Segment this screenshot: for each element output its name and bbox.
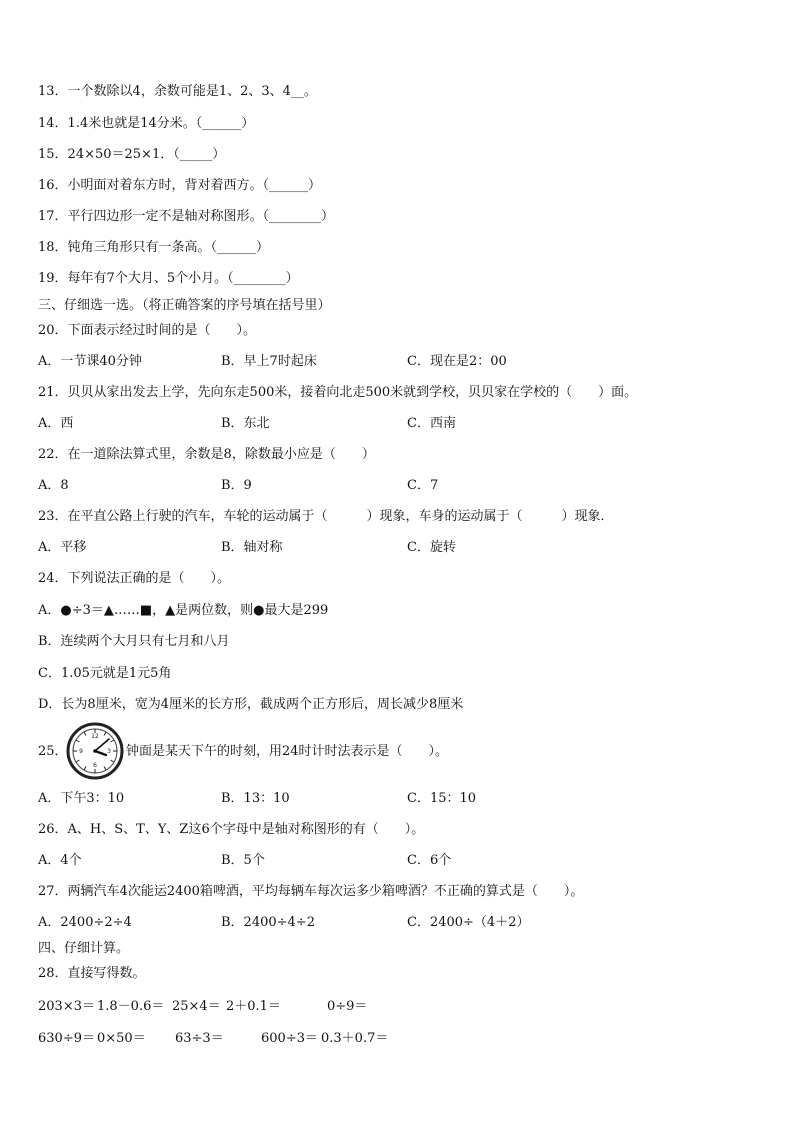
option-c: C．现在是2：00 <box>407 354 507 369</box>
question-25-number: 25． <box>38 744 68 759</box>
option-a: A．西 <box>38 416 74 431</box>
calc-item: 630÷9＝ <box>38 1031 95 1046</box>
option-a: A．8 <box>38 478 69 493</box>
option-b: B．5个 <box>221 853 265 868</box>
question-14: 14．1.4米也就是14分米。（______） <box>38 116 255 131</box>
section-3-heading: 三、仔细选一选。（将正确答案的序号填在括号里） <box>38 298 331 313</box>
calc-item: 63÷3＝ <box>175 1031 224 1046</box>
calc-item: 25×4＝ <box>172 999 221 1014</box>
calc-item: 600÷3＝ <box>261 1031 318 1046</box>
question-24-option-b: B．连续两个大月只有七月和八月 <box>38 634 230 649</box>
section-4-heading: 四、仔细计算。 <box>38 941 130 956</box>
option-a: A．一节课40分钟 <box>38 354 142 369</box>
option-a: A．下午3：10 <box>38 791 125 806</box>
question-24: 24．下列说法正确的是（ ）。 <box>38 571 231 586</box>
option-c: C．6个 <box>407 853 452 868</box>
calc-item: 0.3＋0.7＝ <box>321 1031 389 1046</box>
question-24-option-a: A．●÷3＝▲……■，▲是两位数，则●最大是299 <box>38 603 329 618</box>
option-b: B．2400÷4÷2 <box>221 915 315 930</box>
option-b: B．东北 <box>221 416 270 431</box>
question-13: 13．一个数除以4，余数可能是1、2、3、4__。 <box>38 84 317 99</box>
question-19: 19．每年有7个大月、5个小月。（________） <box>38 271 299 286</box>
question-16: 16．小明面对着东方时，背对着西方。（______） <box>38 178 322 193</box>
option-c: C．2400÷（4＋2） <box>407 915 530 930</box>
option-a: A．4个 <box>38 853 82 868</box>
calc-item: 1.8－0.6＝ <box>97 999 165 1014</box>
question-27: 27．两辆汽车4次能运2400箱啤酒，平均每辆车每次运多少箱啤酒？不正确的算式是（ ）。 <box>38 884 584 899</box>
svg-text:3: 3 <box>107 748 111 755</box>
option-b: B．轴对称 <box>221 540 283 555</box>
option-b: B．早上7时起床 <box>221 354 317 369</box>
svg-text:6: 6 <box>93 762 97 769</box>
question-22: 22．在一道除法算式里，余数是8，除数最小应是（ ） <box>38 447 375 462</box>
option-c: C．旋转 <box>407 540 456 555</box>
option-b: B．9 <box>221 478 252 493</box>
option-a: A．平移 <box>38 540 87 555</box>
question-17: 17．平行四边形一定不是轴对称图形。（________） <box>38 209 335 224</box>
question-20: 20．下面表示经过时间的是（ ）。 <box>38 323 257 338</box>
question-26: 26．A、H、S、T、Y、Z这6个字母中是轴对称图形的有（ ）。 <box>38 822 425 837</box>
svg-text:12: 12 <box>91 733 99 740</box>
clock-icon <box>66 722 124 780</box>
option-c: C．7 <box>407 478 439 493</box>
question-25: 钟面是某天下午的时刻，用24时计时法表示是（ ）。 <box>126 744 449 759</box>
question-15: 15．24×50＝25×1．（_____） <box>38 147 226 162</box>
option-c: C．西南 <box>407 416 456 431</box>
question-24-option-d: D．长为8厘米，宽为4厘米的长方形，截成两个正方形后，周长减少8厘米 <box>38 697 464 712</box>
option-b: B．13：10 <box>221 791 290 806</box>
calc-item: 0×50＝ <box>97 1031 146 1046</box>
option-a: A．2400÷2÷4 <box>38 915 132 930</box>
calc-item: 203×3＝ <box>38 999 95 1014</box>
calc-item: 2＋0.1＝ <box>226 999 281 1014</box>
svg-text:9: 9 <box>79 748 83 755</box>
question-28: 28．直接写得数。 <box>38 966 146 981</box>
question-21: 21．贝贝从家出发去上学，先向东走500米，接着向北走500米就到学校，贝贝家在学校的（ ）面。 <box>38 385 638 400</box>
calc-item: 0÷9＝ <box>327 999 368 1014</box>
question-18: 18．钝角三角形只有一条高。（______） <box>38 240 270 255</box>
option-c: C．15：10 <box>407 791 477 806</box>
question-23: 23．在平直公路上行驶的汽车，车轮的运动属于（ ）现象，车身的运动属于（ ）现象． <box>38 509 614 524</box>
question-24-option-c: C．1.05元就是1元5角 <box>38 666 172 681</box>
